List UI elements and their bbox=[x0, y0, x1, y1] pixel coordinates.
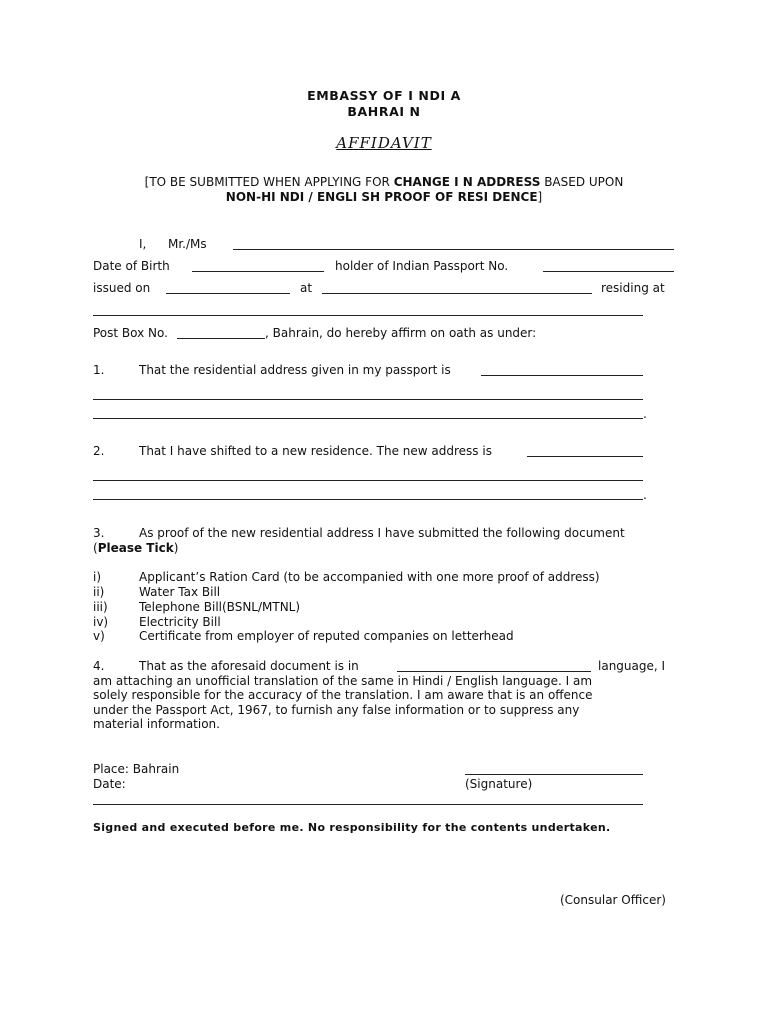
item-2-number: 2. bbox=[93, 444, 105, 458]
doc-1-number: i) bbox=[93, 570, 102, 584]
subtitle-close: ] bbox=[537, 190, 543, 204]
date-label: Date: bbox=[93, 777, 126, 791]
subtitle-bold: CHANGE I N ADDRESS bbox=[393, 175, 541, 189]
item-1-number: 1. bbox=[93, 363, 105, 377]
tick-label: Please Tick bbox=[97, 541, 174, 555]
item-4-line-3: solely responsible for the accuracy of the translation. I am aware that is an offence bbox=[93, 688, 593, 702]
language-field[interactable] bbox=[397, 671, 591, 672]
residence-field[interactable] bbox=[93, 315, 643, 316]
item-4-text-a: That as the aforesaid document is in bbox=[139, 659, 359, 673]
item-3-text: As proof of the new residential address I have submitted the following document bbox=[139, 526, 625, 540]
executed-statement: Signed and executed before me. No responsibility for the contents undertaken. bbox=[93, 821, 611, 834]
item-2-period: . bbox=[643, 488, 647, 502]
passport-address-field-3[interactable] bbox=[93, 418, 643, 419]
passport-address-field-1[interactable] bbox=[481, 375, 643, 376]
tick-close: ) bbox=[173, 541, 179, 555]
issued-on-field[interactable] bbox=[166, 293, 290, 294]
item-1-period: . bbox=[643, 407, 647, 421]
doc-electricity-bill[interactable]: Electricity Bill bbox=[139, 615, 221, 629]
new-address-field-3[interactable] bbox=[93, 499, 643, 500]
doc-4-number: iv) bbox=[93, 615, 109, 629]
embassy-location: BAHRAI N bbox=[347, 104, 421, 119]
pobox-suffix: , Bahrain, do hereby affirm on oath as under: bbox=[265, 326, 537, 340]
pobox-field[interactable] bbox=[177, 338, 265, 339]
new-address-field-2[interactable] bbox=[93, 480, 643, 481]
intro-title: Mr./Ms bbox=[168, 237, 207, 251]
issued-at-field[interactable] bbox=[322, 293, 592, 294]
doc-telephone-bill[interactable]: Telephone Bill(BSNL/MTNL) bbox=[139, 600, 301, 614]
document-title: AFFIDAVIT bbox=[336, 134, 432, 152]
item-4-line-2: am attaching an unofficial translation of the same in Hindi / English language. I am bbox=[93, 674, 593, 688]
signature-field[interactable] bbox=[465, 774, 643, 775]
item-4-line-5: material information. bbox=[93, 717, 220, 731]
item-4-number: 4. bbox=[93, 659, 105, 673]
tick-open: ( bbox=[93, 541, 98, 555]
dob-field[interactable] bbox=[192, 271, 324, 272]
doc-employer-certificate[interactable]: Certificate from employer of reputed companies on letterhead bbox=[139, 629, 514, 643]
item-3-tick-note bbox=[93, 542, 178, 554]
subtitle-pre: [TO BE SUBMITTED WHEN APPLYING FOR bbox=[144, 175, 390, 189]
residing-label: residing at bbox=[601, 281, 665, 295]
signature-label: (Signature) bbox=[465, 777, 533, 791]
item-4-line-4: under the Passport Act, 1967, to furnish any false information or to suppress any bbox=[93, 703, 580, 717]
intro-i: I, bbox=[139, 237, 147, 251]
place-label: Place: Bahrain bbox=[93, 762, 180, 776]
subtitle-line2-bold: NON-HI NDI / ENGLI SH PROOF OF RESI DENCE bbox=[225, 190, 538, 204]
item-1-text: That the residential address given in my passport is bbox=[139, 363, 451, 377]
subtitle-line-2 bbox=[0, 191, 768, 203]
subtitle-line-1 bbox=[0, 176, 768, 188]
holder-label: holder of Indian Passport No. bbox=[335, 259, 509, 273]
pobox-label: Post Box No. bbox=[93, 326, 168, 340]
doc-5-number: v) bbox=[93, 629, 105, 643]
subtitle-post: BASED UPON bbox=[544, 175, 624, 189]
embassy-name: EMBASSY OF I NDI A bbox=[307, 88, 461, 103]
doc-ration-card[interactable]: Applicant’s Ration Card (to be accompanied with one more proof of address) bbox=[139, 570, 600, 584]
dob-label: Date of Birth bbox=[93, 259, 170, 273]
consular-officer-label: (Consular Officer) bbox=[560, 893, 666, 907]
doc-water-tax-bill[interactable]: Water Tax Bill bbox=[139, 585, 221, 599]
name-field[interactable] bbox=[233, 249, 674, 250]
divider-line bbox=[93, 804, 643, 805]
at-label: at bbox=[300, 281, 313, 295]
item-4-text-b: language, I bbox=[598, 659, 666, 673]
doc-3-number: iii) bbox=[93, 600, 108, 614]
passport-address-field-2[interactable] bbox=[93, 399, 643, 400]
item-2-text: That I have shifted to a new residence. The new address is bbox=[139, 444, 492, 458]
new-address-field-1[interactable] bbox=[527, 456, 643, 457]
issued-label: issued on bbox=[93, 281, 151, 295]
item-3-number: 3. bbox=[93, 526, 105, 540]
doc-2-number: ii) bbox=[93, 585, 105, 599]
passport-no-field[interactable] bbox=[543, 271, 674, 272]
